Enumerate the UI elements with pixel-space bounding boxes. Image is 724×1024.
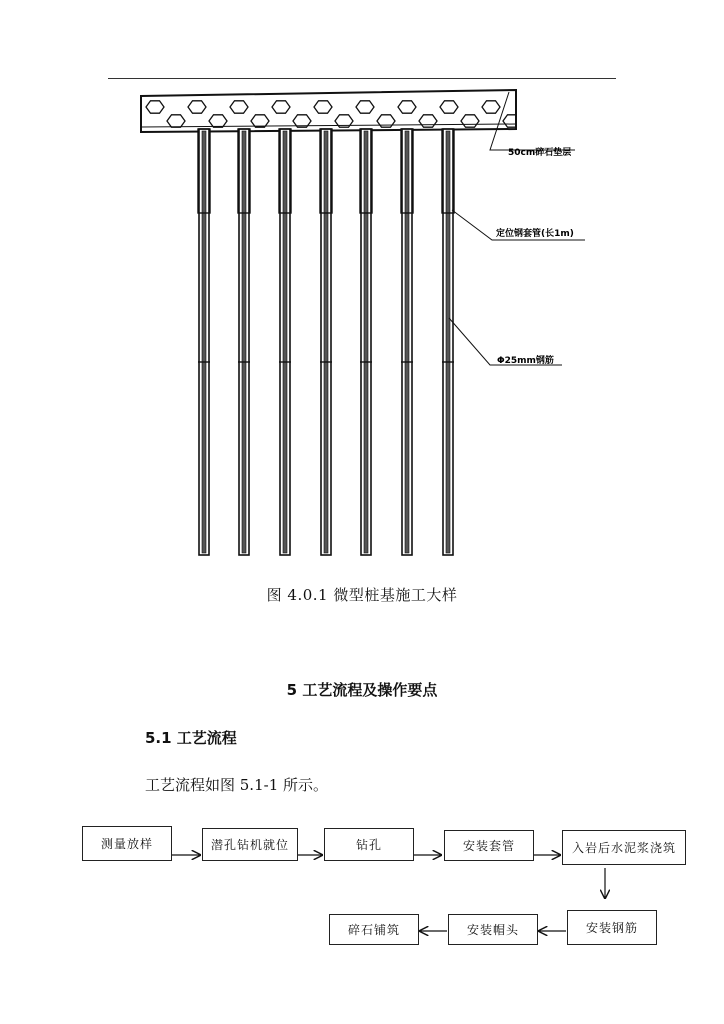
flow-step-survey: 测量放样 [82,826,172,861]
flow-step-install-rebar: 安装钢筋 [567,910,657,945]
section-title: 5 工艺流程及操作要点 [286,681,438,699]
flow-step-install-cap: 安装帽头 [448,914,538,945]
gravel-label: 50cm碎石垫层 [508,148,572,158]
flow-step-rig-position: 潜孔钻机就位 [202,828,298,861]
flow-step-grouting: 入岩后水泥浆浇筑 [562,830,686,865]
figure-caption: 图 4.0.1 微型桩基施工大样 [266,586,458,604]
subsection-title: 5.1 工艺流程 [145,729,237,747]
rebar-label: Φ25mm钢筋 [497,356,554,366]
flow-step-drill: 钻孔 [324,828,414,861]
flow-step-install-casing: 安装套管 [444,830,534,861]
body-paragraph: 工艺流程如图 5.1-1 所示。 [145,776,329,794]
casing-label: 定位钢套管(长1m) [496,229,574,239]
flow-step-gravel-paving: 碎石铺筑 [329,914,419,945]
